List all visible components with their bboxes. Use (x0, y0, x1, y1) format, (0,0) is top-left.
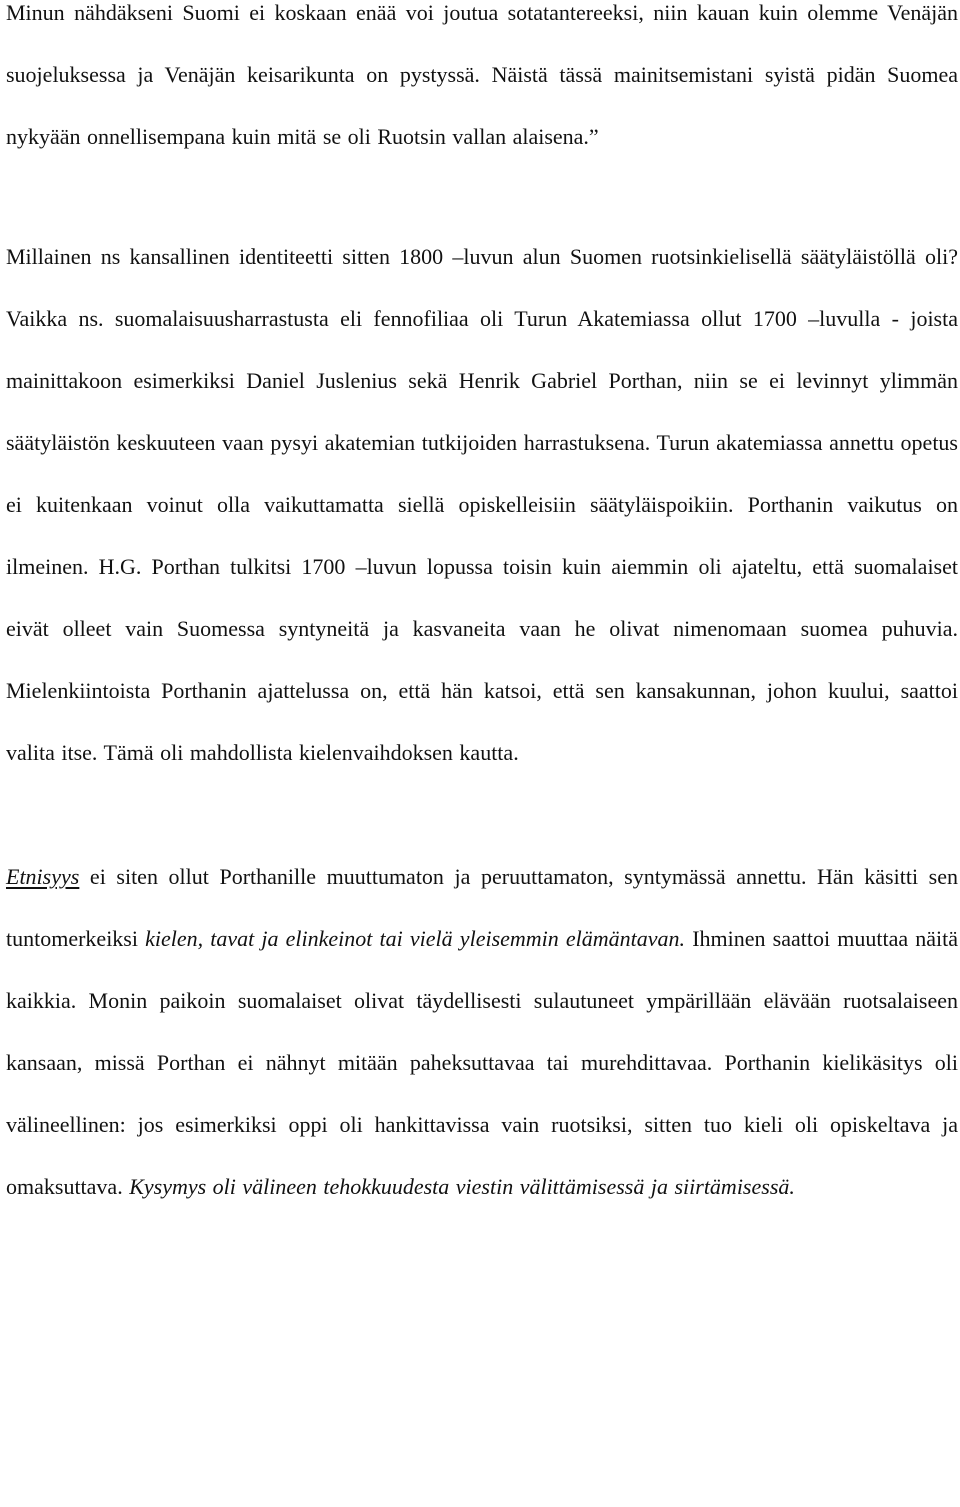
paragraph-1-text: Minun nähdäkseni Suomi ei koskaan enää voi joutua sotatantereeksi, niin kauan kuin olemme Venäjän suojeluksessa ja Venäjän keisarikunta on pystyssä. Näistä tässä mainitsemistani syistä pidän Suomea nykyään onnellisempana kuin mitä se oli Ruotsin vallan alaisena.” (6, 0, 958, 149)
paragraph-3-text-b: Ihminen saattoi muuttaa näitä kaikkia. Monin paikoin suomalaiset olivat täydellisesti sulautuneet ympärillään elävään ruotsalaiseen kansaan, missä Porthan ei nähnyt mitään paheksuttavaa tai murehdittavaa. Porthanin kielikäsitys oli välineellinen: jos esimerkiksi oppi oli hankittavissa vain ruotsiksi, sitten tuo kieli oli opiskeltava ja omaksuttava. (6, 926, 958, 1199)
document-page (6, 0, 958, 1218)
paragraph-2-text: Millainen ns kansallinen identiteetti sitten 1800 –luvun alun Suomen ruotsinkielisellä säätyläistöllä oli? Vaikka ns. suomalaisuusharrastusta eli fennofiliaa oli Turun Akatemiassa ollut 1700 –luvulla - joista mainittakoon esimerkiksi Daniel Juslenius sekä Henrik Gabriel Porthan, niin se ei levinnyt ylimmän säätyläistön keskuuteen vaan pysyi akatemian tutkijoiden harrastuksena. Turun akatemiassa annettu opetus ei kuitenkaan voinut olla vaikuttamatta siellä opiskelleisiin säätyläispoikiin. Porthanin vaikutus on ilmeinen. H.G. Porthan tulkitsi 1700 –luvun lopussa toisin kuin aiemmin oli ajateltu, että suomalaiset eivät olleet vain Suomessa syntyneitä ja kasvaneita vaan he olivat nimenomaan suomea puhuvia. Mielenkiintoista Porthanin ajattelussa on, että hän katsoi, että sen kansakunnan, johon kuului, saattoi valita itse. Tämä oli mahdollista kielenvaihdoksen kautta. (6, 244, 958, 765)
paragraph-3-text-a: ei siten ollut Porthanille muuttumaton ja peruuttamaton, syntymässä annettu. Hän käsitti sen tuntomerkeiksi (6, 864, 958, 951)
paragraph-3-italic-a: kielen, tavat ja elinkeinot tai vielä yleisemmin elämäntavan. (145, 926, 686, 951)
paragraph-1 (6, 0, 958, 168)
paragraph-3 (6, 846, 958, 1218)
paragraph-2 (6, 226, 958, 784)
paragraph-3-italic-b: Kysymys oli välineen tehokkuudesta viestin välittämisessä ja siirtämisessä. (129, 1174, 795, 1199)
term-etnisyys: Etnisyys (6, 864, 80, 889)
